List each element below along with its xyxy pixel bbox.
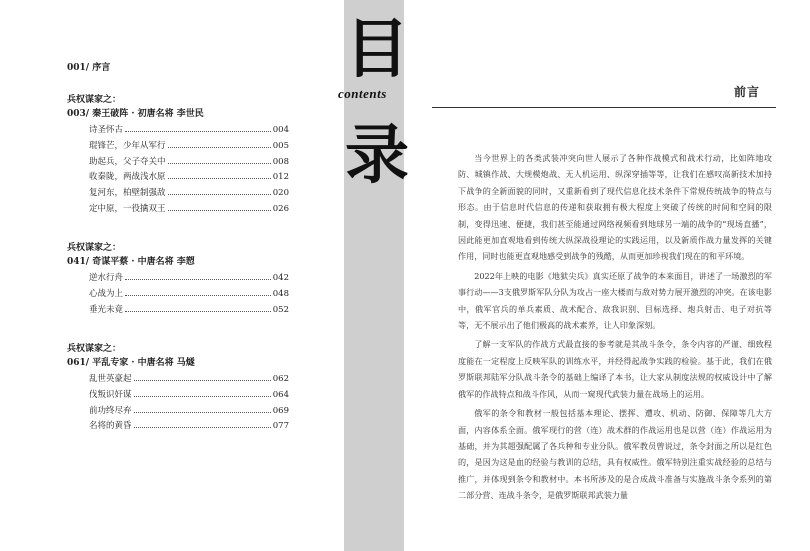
toc-entry[interactable]: 伐叛识奸谋 064 — [89, 389, 289, 400]
toc-section-subtitle[interactable]: 003/ 秦王破阵 · 初唐名将 李世民 — [67, 109, 204, 119]
toc-entry[interactable]: 定中原，一役擒双王 026 — [89, 203, 289, 214]
heading-contents-word: contents — [338, 86, 387, 101]
toc-entry[interactable]: 助起兵，父子夺关中 008 — [89, 156, 289, 167]
toc-entry[interactable]: 琨锋芒，少年从军行 005 — [89, 140, 289, 151]
preface-body — [458, 150, 772, 507]
toc-entry[interactable]: 复河东，柏壁制强敌 020 — [89, 188, 289, 199]
toc-section-group: 兵权谋家之： — [67, 344, 122, 354]
toc-section-3 — [67, 342, 289, 435]
toc-section-subtitle[interactable]: 061/ 平乱专家 · 中唐名将 马燧 — [67, 358, 195, 368]
toc-section-1 — [67, 93, 289, 218]
preface-paragraph: 俄军的条令和教材一般包括基本理论、摆挥、遭攻、机动、防御、保障等几大方面，内容体系全面。俄军现行的营（连）战术群的作战运用也是以营（连）作战运用为基础，并为其超强配属了各兵种和专业分队。俄军教员曾说过，条令封面之所以是红色的，是因为这是血的经验与教训的总结，具有权威性。俄军特别注重实战经验的总结与推广，并体现到条令和教材中。本书所涉及的是合成战斗准备与实施战斗条令系列的第二部分营、连战斗条令，是俄罗斯联邦武装力量 — [458, 408, 772, 501]
toc-preface-entry[interactable]: 001/ 序言 — [67, 63, 111, 73]
preface-paragraph: 2022年上映的电影《地狱尖兵》真实还原了战争的本来面目，讲述了一场激烈的军事行动——3支俄罗斯军队分队为攻占一座大楼而与敌对势力展开激烈的冲突。在该电影中，俄军官兵的单兵素质、战术配合、敌我识别、目标选择、炮兵射击、电子对抗等等，无不展示出了他们极高的战术素养，让人印象深刻。 — [458, 270, 772, 331]
toc-entry[interactable]: 名将的黄昏 077 — [89, 421, 289, 432]
preface-title: 前言 — [734, 85, 761, 99]
toc-entry[interactable]: 诗圣怀古 004 — [89, 125, 289, 135]
toc-section-2 — [67, 241, 289, 318]
heading-char-mu: 目 — [345, 12, 409, 87]
toc-entry[interactable]: 收秦陇，两战浅水原 012 — [89, 172, 289, 183]
preface-paragraph: 当今世界上的各类武装冲突向世人展示了各种作战模式和战术行动，比如阵地攻防、城镇作战、大规模炮战、无人机运用、纵深穿插等等，让我们在感叹高新技术加持下战争的全新面貌的同时，又重新看到了现代信息化技术条件下常规传统战争的特点与形态。由于信息时代信息的传递和获取拥有极大程度上突破了传统的时间和空间的限制，变得迅速、便捷，我们甚至能通过网络视频看到地球另一端的战争的“现场直播”，因此能更加直观地看到传统大纵深战役理论的实践运用，以及新质作战力量发挥的关键作用，同时也能更直观地感受到战争的残酷，从而更加珍视我们现在的和平环境。 — [458, 153, 772, 262]
toc-entry[interactable]: 前功终尽弃 069 — [89, 405, 289, 416]
toc-section-subtitle[interactable]: 041/ 奇谋平蔡 · 中唐名将 李愬 — [67, 257, 195, 267]
heading-char-lu: 录 — [345, 118, 409, 193]
toc-entry[interactable]: 垂光未竟 052 — [89, 304, 289, 315]
preface-divider — [432, 107, 776, 108]
preface-paragraph: 了解一支军队的作战方式最直接的参考就是其战斗条令，条令内容的严谨、细致程度能在一定程度上反映军队的训练水平，并经得起战争实践的检验。基于此，我们在俄罗斯联邦陆军分队战斗条令的基础上编译了本书，让大家从制度法规的权威设计中了解俄军的作战特点和战斗作风，从而一窥现代武装力量在战场上的运用。 — [458, 339, 772, 399]
toc-entry[interactable]: 心战为上 048 — [89, 288, 289, 299]
toc-entry[interactable]: 乱世英豪起 062 — [89, 374, 289, 384]
toc-entry[interactable]: 逆水行舟 042 — [89, 273, 289, 283]
toc-section-group: 兵权谋家之： — [67, 95, 122, 105]
toc-section-group: 兵权谋家之： — [67, 243, 122, 253]
